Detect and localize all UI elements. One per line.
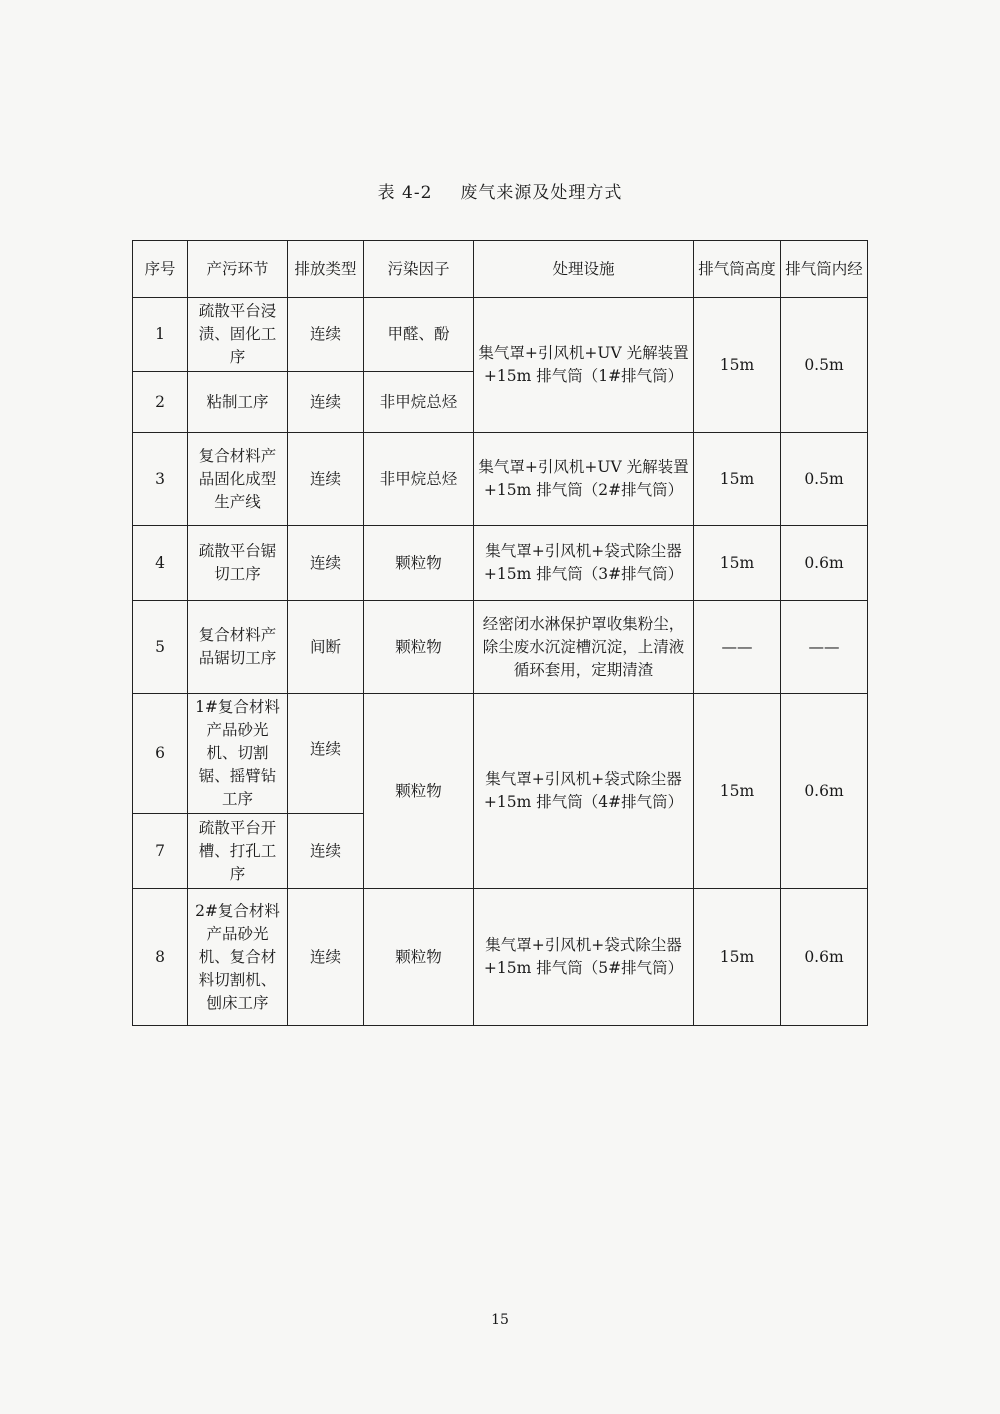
cell-height: 15m [694, 694, 781, 889]
header-diameter: 排气筒内经 [781, 241, 868, 298]
cell-diameter: 0.6m [781, 889, 868, 1026]
cell-diameter: —— [781, 601, 868, 694]
cell-no: 3 [133, 433, 188, 526]
header-pollutant: 污染因子 [364, 241, 474, 298]
cell-no: 8 [133, 889, 188, 1026]
cell-type: 连续 [288, 694, 364, 814]
cell-stage: 复合材料产品固化成型生产线 [188, 433, 288, 526]
header-facility: 处理设施 [474, 241, 694, 298]
cell-diameter: 0.5m [781, 298, 868, 433]
cell-pollutant: 非甲烷总烃 [364, 433, 474, 526]
table-row [133, 526, 868, 601]
table-row [133, 298, 868, 372]
cell-height: 15m [694, 889, 781, 1026]
cell-stage: 疏散平台锯切工序 [188, 526, 288, 601]
cell-diameter: 0.6m [781, 694, 868, 889]
cell-pollutant: 颗粒物 [364, 601, 474, 694]
cell-type: 连续 [288, 814, 364, 889]
cell-pollutant: 甲醛、酚 [364, 298, 474, 372]
cell-facility: 经密闭水淋保护罩收集粉尘，除尘废水沉淀槽沉淀，上清液循环套用，定期清渣 [474, 601, 694, 694]
cell-type: 连续 [288, 889, 364, 1026]
cell-stage: 疏散平台开槽、打孔工序 [188, 814, 288, 889]
page-number: 15 [491, 1312, 509, 1328]
cell-type: 连续 [288, 526, 364, 601]
cell-facility: 集气罩+引风机+UV 光解装置+15m 排气筒（1#排气筒） [474, 298, 694, 433]
header-no: 序号 [133, 241, 188, 298]
table-caption: 废气来源及处理方式 [460, 183, 623, 203]
cell-diameter: 0.6m [781, 526, 868, 601]
cell-facility: 集气罩+引风机+袋式除尘器+15m 排气筒（4#排气筒） [474, 694, 694, 889]
cell-type: 连续 [288, 372, 364, 433]
cell-facility: 集气罩+引风机+UV 光解装置+15m 排气筒（2#排气筒） [474, 433, 694, 526]
cell-no: 1 [133, 298, 188, 372]
cell-pollutant: 颗粒物 [364, 889, 474, 1026]
cell-pollutant: 颗粒物 [364, 694, 474, 889]
table-row [133, 433, 868, 526]
header-stage: 产污环节 [188, 241, 288, 298]
table-row [133, 694, 868, 814]
cell-facility: 集气罩+引风机+袋式除尘器+15m 排气筒（5#排气筒） [474, 889, 694, 1026]
cell-height: 15m [694, 526, 781, 601]
cell-height: 15m [694, 298, 781, 433]
cell-no: 4 [133, 526, 188, 601]
header-height: 排气筒高度 [694, 241, 781, 298]
table-number: 表 4-2 [377, 183, 433, 203]
cell-type: 连续 [288, 433, 364, 526]
cell-stage: 1#复合材料产品砂光机、切割锯、摇臂钻工序 [188, 694, 288, 814]
cell-no: 6 [133, 694, 188, 814]
cell-facility: 集气罩+引风机+袋式除尘器+15m 排气筒（3#排气筒） [474, 526, 694, 601]
cell-pollutant: 颗粒物 [364, 526, 474, 601]
cell-no: 5 [133, 601, 188, 694]
table-title [0, 178, 1000, 203]
cell-stage: 复合材料产品锯切工序 [188, 601, 288, 694]
cell-pollutant: 非甲烷总烃 [364, 372, 474, 433]
cell-stage: 疏散平台浸渍、固化工序 [188, 298, 288, 372]
table-header-row [133, 241, 868, 298]
cell-stage: 2#复合材料产品砂光机、复合材料切割机、刨床工序 [188, 889, 288, 1026]
cell-diameter: 0.5m [781, 433, 868, 526]
cell-stage: 粘制工序 [188, 372, 288, 433]
header-type: 排放类型 [288, 241, 364, 298]
cell-no: 2 [133, 372, 188, 433]
cell-no: 7 [133, 814, 188, 889]
exhaust-gas-table [132, 240, 868, 1026]
table-row [133, 601, 868, 694]
cell-height: 15m [694, 433, 781, 526]
cell-type: 连续 [288, 298, 364, 372]
cell-type: 间断 [288, 601, 364, 694]
cell-height: —— [694, 601, 781, 694]
table-row [133, 889, 868, 1026]
